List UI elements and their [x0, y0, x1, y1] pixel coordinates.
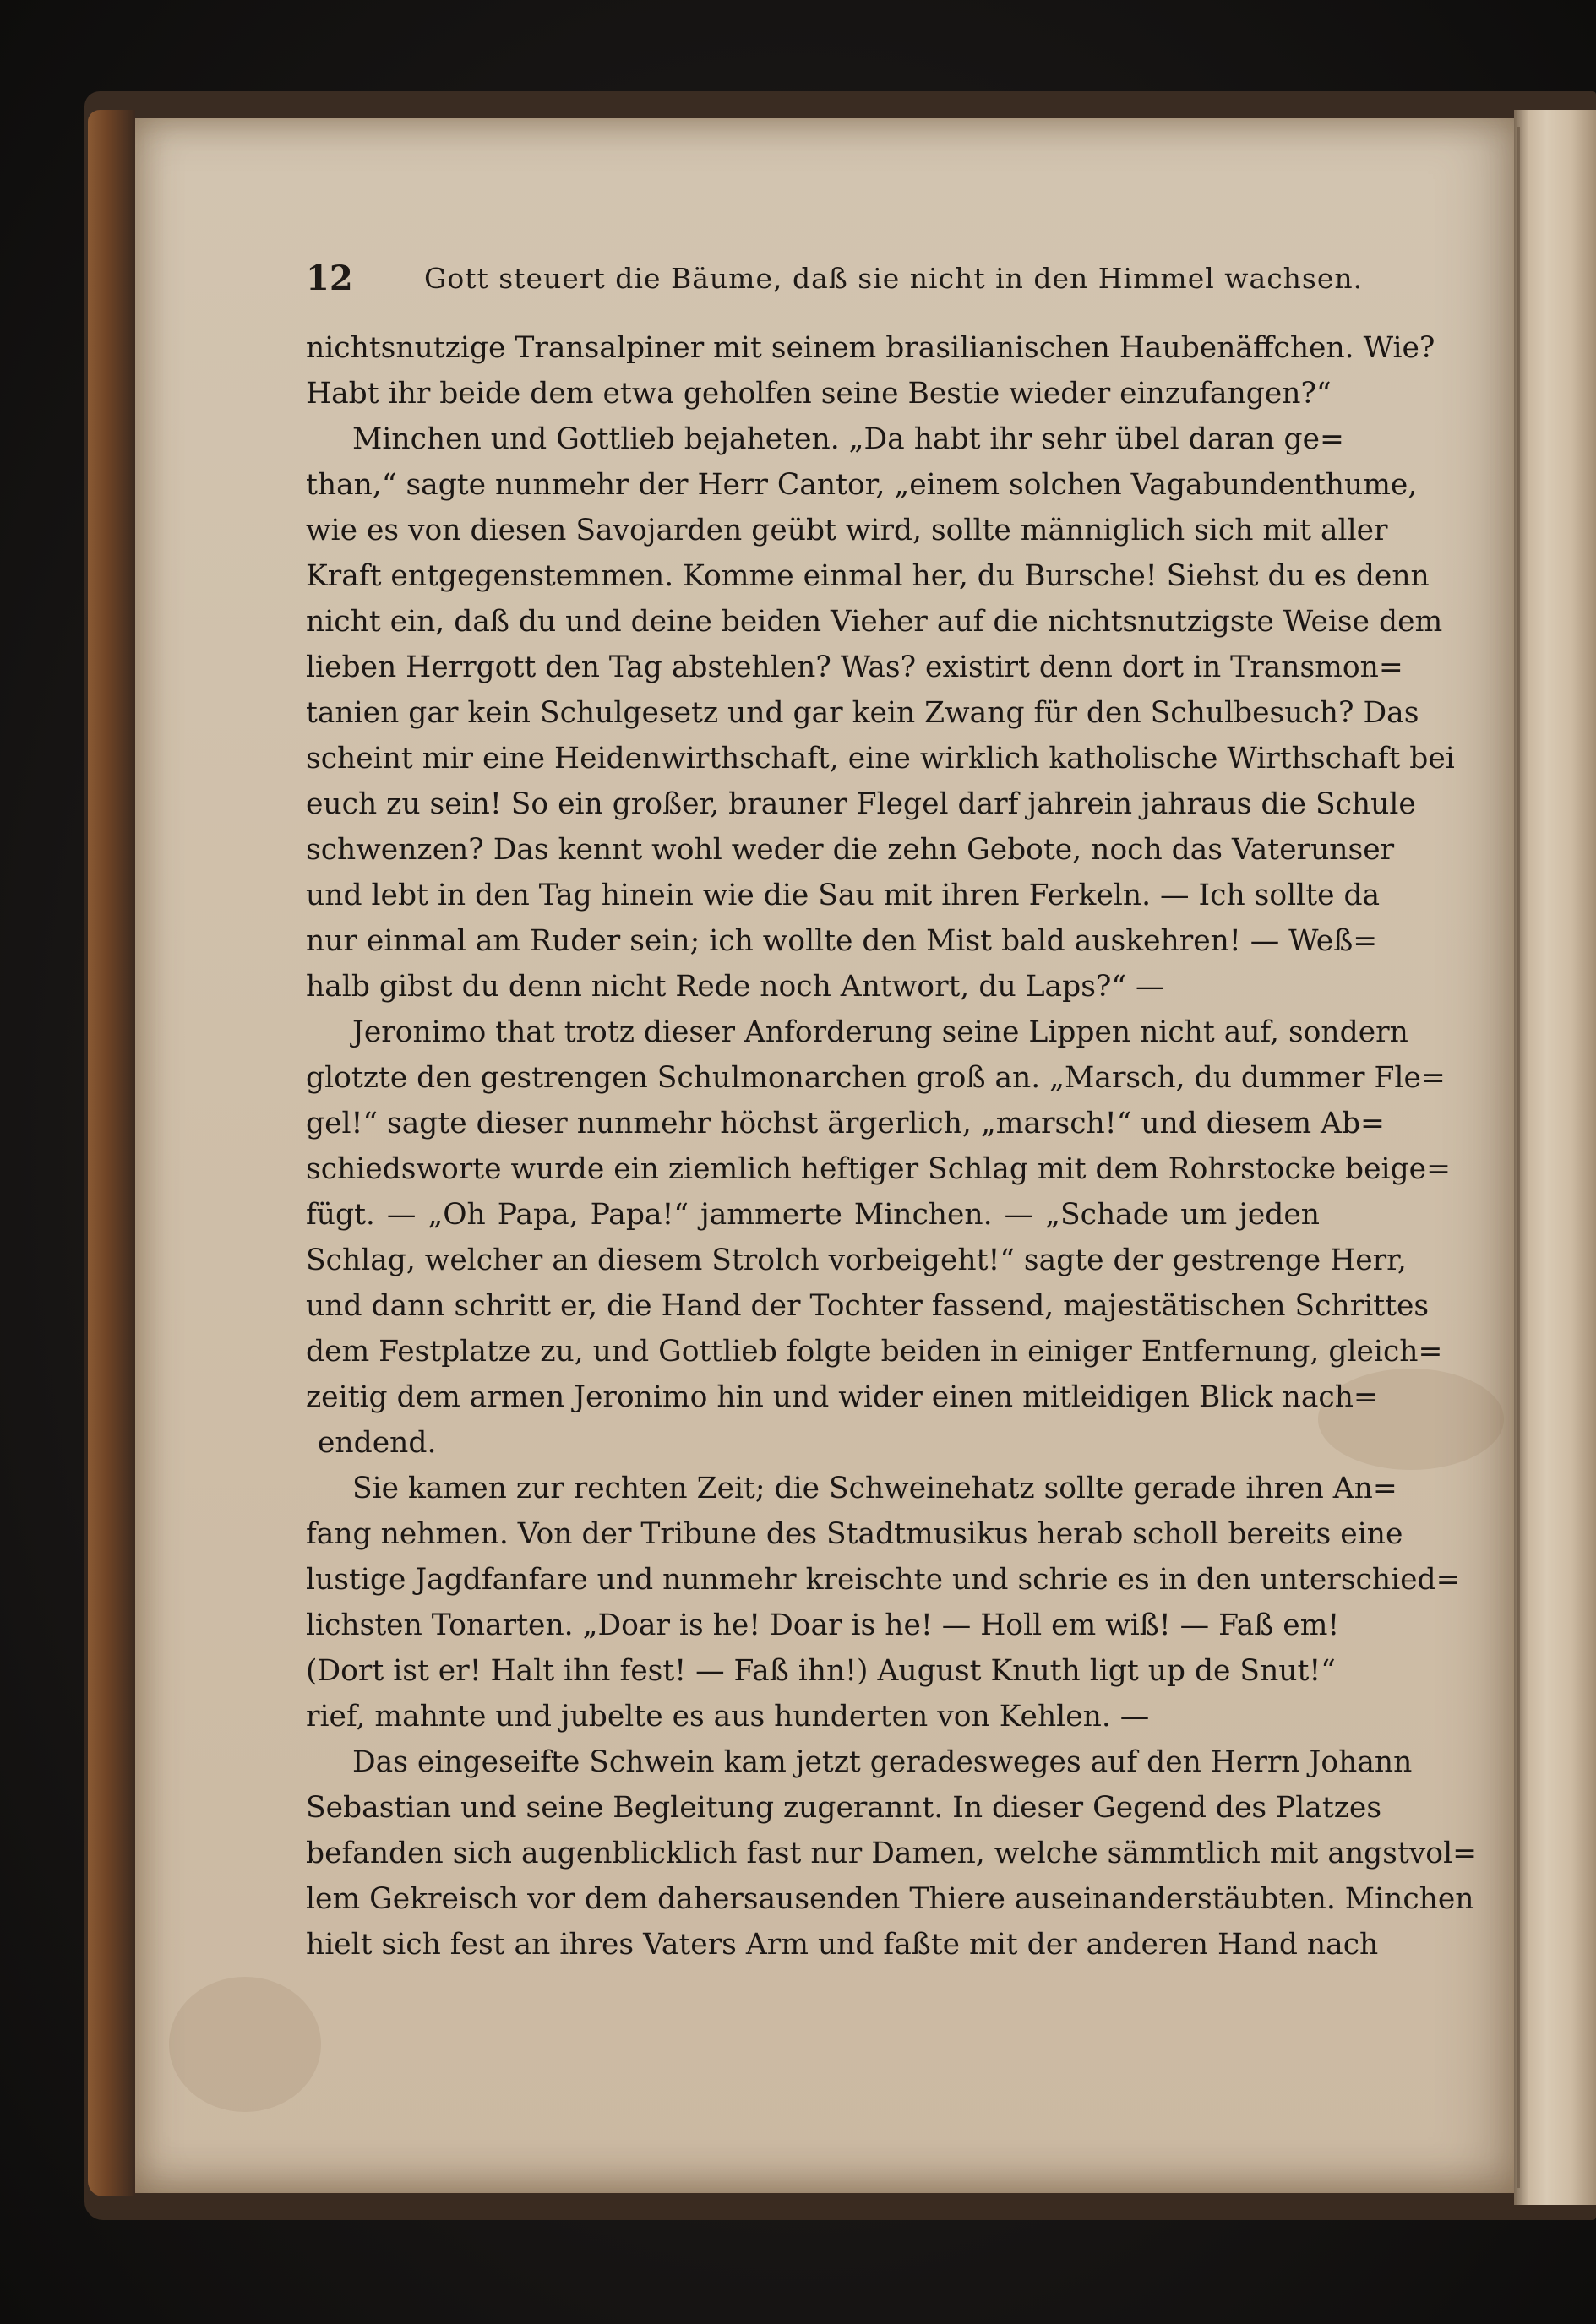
text-line: fang nehmen. Von der Tribune des Stadtmusikus herab scholl bereits eine	[306, 1517, 1403, 1551]
text-line: halb gibst du denn nicht Rede noch Antwort, du Laps?“ —	[306, 970, 1165, 1004]
text-line: tanien gar kein Schulgesetz und gar kein Zwang für den Schulbesuch? Das	[306, 696, 1419, 730]
text-line: lichsten Tonarten. „Doar is he! Doar is he! — Holl em wiß! — Faß em!	[306, 1608, 1340, 1642]
text-line: lem Gekreisch vor dem dahersausenden Thiere auseinanderstäubten. Minchen	[306, 1882, 1474, 1916]
text-line: wie es von diesen Savojarden geübt wird, sollte männiglich sich mit aller	[306, 514, 1388, 547]
text-line: Das eingeseifte Schwein kam jetzt geradesweges auf den Herrn Johann	[352, 1745, 1413, 1779]
text-line: scheint mir eine Heidenwirthschaft, eine wirklich katholische Wirthschaft bei	[306, 742, 1455, 776]
text-line: than,“ sagte nunmehr der Herr Cantor, „einem solchen Vagabundenthume,	[306, 468, 1418, 502]
text-line: gel!“ sagte dieser nunmehr höchst ärgerlich, „marsch!“ und diesem Ab=	[306, 1107, 1385, 1140]
text-line: lieben Herrgott den Tag abstehlen? Was? existirt denn dort in Transmon=	[306, 650, 1403, 684]
text-line: Sie kamen zur rechten Zeit; die Schweinehatz sollte gerade ihren An=	[352, 1472, 1397, 1505]
text-line: befanden sich augenblicklich fast nur Damen, welche sämmtlich mit angstvol=	[306, 1837, 1478, 1870]
page-number: 12	[306, 259, 353, 298]
running-head: Gott steuert die Bäume, daß sie nicht in den Himmel wachsen.	[424, 262, 1364, 295]
text-line: zeitig dem armen Jeronimo hin und wider einen mitleidigen Blick nach=	[306, 1380, 1378, 1414]
text-line: lustige Jagdfanfare und nunmehr kreischte und schrie es in den unterschied=	[306, 1563, 1461, 1597]
text-line: Sebastian und seine Begleitung zugerannt. In dieser Gegend des Platzes	[306, 1791, 1382, 1825]
text-line: endend.	[318, 1426, 437, 1460]
text-line: und dann schritt er, die Hand der Tochter fassend, majestätischen Schrittes	[306, 1289, 1430, 1323]
text-line: euch zu sein! So ein großer, brauner Flegel darf jahrein jahraus die Schule	[306, 787, 1416, 821]
text-line: Schlag, welcher an diesem Strolch vorbeigeht!“ sagte der gestrenge Herr,	[306, 1244, 1407, 1277]
text-line: nicht ein, daß du und deine beiden Vieher auf die nichtsnutzigste Weise dem	[306, 605, 1443, 639]
page-gutter	[1514, 110, 1596, 2205]
text-line: hielt sich fest an ihres Vaters Arm und faßte mit der anderen Hand nach	[306, 1928, 1379, 1962]
text-line: schiedsworte wurde ein ziemlich heftiger Schlag mit dem Rohrstocke beige=	[306, 1152, 1452, 1186]
page-header	[306, 253, 1364, 304]
text-line: Kraft entgegenstemmen. Komme einmal her, du Bursche! Siehst du es denn	[306, 559, 1430, 593]
gutter-line	[1517, 127, 1520, 2188]
text-line: rief, mahnte und jubelte es aus hunderten von Kehlen. —	[306, 1700, 1150, 1733]
text-line: fügt. — „Oh Papa, Papa!“ jammerte Minchen. — „Schade um jeden	[306, 1198, 1320, 1232]
text-line: nur einmal am Ruder sein; ich wollte den Mist bald auskehren! — Weß=	[306, 924, 1378, 958]
cover-edge-left	[88, 110, 135, 2196]
text-line: schwenzen? Das kennt wohl weder die zehn Gebote, noch das Vaterunser	[306, 833, 1395, 867]
text-line: Minchen und Gottlieb bejaheten. „Da habt ihr sehr übel daran ge=	[352, 422, 1344, 456]
page-stain	[169, 1977, 321, 2112]
text-line: Jeronimo that trotz dieser Anforderung seine Lippen nicht auf, sondern	[352, 1015, 1408, 1049]
text-line: und lebt in den Tag hinein wie die Sau mit ihren Ferkeln. — Ich sollte da	[306, 879, 1381, 912]
text-line: dem Festplatze zu, und Gottlieb folgte beiden in einiger Entfernung, gleich=	[306, 1335, 1443, 1369]
text-line: (Dort ist er! Halt ihn fest! — Faß ihn!) August Knuth ligt up de Snut!“	[306, 1654, 1336, 1688]
text-line: Habt ihr beide dem etwa geholfen seine Bestie wieder einzufangen?“	[306, 377, 1332, 411]
text-line: glotzte den gestrengen Schulmonarchen groß an. „Marsch, du dummer Fle=	[306, 1061, 1446, 1095]
text-line: nichtsnutzige Transalpiner mit seinem brasilianischen Haubenäffchen. Wie?	[306, 331, 1435, 365]
